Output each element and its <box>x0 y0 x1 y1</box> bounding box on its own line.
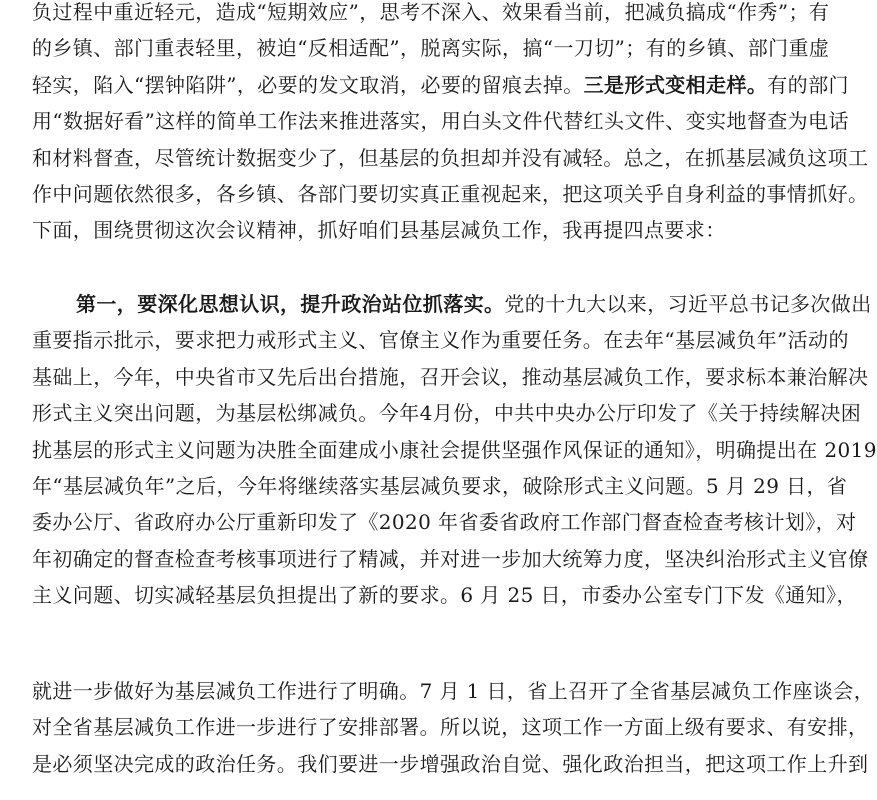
text-line: 用“数据好看”这样的简单工作法来推进落实，用白头文件代替红头文件、变实地督查为电话 <box>32 109 849 134</box>
text-line: 年初确定的督查检查考核事项进行了精减，并对进一步加大统筹力度，坚决纠治形式主义官僚 <box>32 546 869 571</box>
text-line: 形式主义突出问题，为基层松绑减负。今年4月份，中共中央办公厅印发了《关于持续解决困 <box>32 401 862 426</box>
text-line: 基础上，今年，中央省市又先后出台措施，召开会议，推动基层减负工作，要求标本兼治解决 <box>32 364 869 389</box>
paragraph-3 <box>32 673 875 782</box>
paragraph-2 <box>32 286 877 614</box>
text-line: 主义问题、切实减轻基层负担提出了新的要求。6 月 25 日，市委办公室专门下发《通知》， <box>32 583 857 608</box>
text-line: 对全省基层减负工作进一步进行了安排部署。所以说，这项工作一方面上级有要求、有安排， <box>32 715 869 740</box>
text-line: 的乡镇、部门重表轻里，被迫“反相适配”，脱离实际，搞“一刀切”；有的乡镇、部门重虚 <box>32 36 830 61</box>
text-line: 和材料督查，尽管统计数据变少了，但基层的负担却并没有减轻。总之，在抓基层减负这项工 <box>32 145 869 170</box>
text-line <box>32 67 849 103</box>
text-line: 是必须坚决完成的政治任务。我们要进一步增强政治自觉、强化政治担当，把这项工作上升到 <box>32 751 869 776</box>
bold-heading: 三是形式变相走样。 <box>583 72 768 97</box>
text-line: 扰基层的形式主义问题为决胜全面建成小康社会提供坚强作风保证的通知》，明确提出在 2019 <box>32 437 877 462</box>
text-line-part: 党的十九大以来，习近平总书记多次做出 <box>504 292 872 316</box>
text-line: 负过程中重近轻元，造成“短期效应”，思考不深入、效果看当前，把减负搞成“作秀”；有 <box>32 0 830 24</box>
paragraph-1 <box>32 0 869 249</box>
text-line-part: 有的部门 <box>767 72 849 97</box>
text-line <box>32 286 872 322</box>
text-line: 重要指示批示，要求把力戒形式主义、官僚主义作为重要任务。在去年“基层减负年”活动的 <box>32 328 849 353</box>
section-heading: 第一，要深化思想认识，提升政治站位抓落实。 <box>76 292 505 316</box>
text-line-part: 轻实，陷入“摆钟陷阱”，必要的发文取消，必要的留痕去掉。 <box>32 72 584 97</box>
text-line: 作中问题依然很多，各乡镇、各部门要切实真正重视起来，把这项关乎自身利益的事情抓好。 <box>32 182 869 207</box>
text-line: 下面，围绕贯彻这次会议精神，抓好咱们县基层减负工作，我再提四点要求： <box>32 218 726 243</box>
text-line: 年“基层减负年”之后，今年将继续落实基层减负要求，破除形式主义问题。5 月 29 日，省 <box>32 474 848 499</box>
text-line: 委办公厅、省政府办公厅重新印发了《2020 年省委省政府工作部门督查检查考核计划》，对 <box>32 510 857 535</box>
text-line: 就进一步做好为基层减负工作进行了明确。7 月 1 日，省上召开了全省基层减负工作座谈会， <box>32 679 875 703</box>
